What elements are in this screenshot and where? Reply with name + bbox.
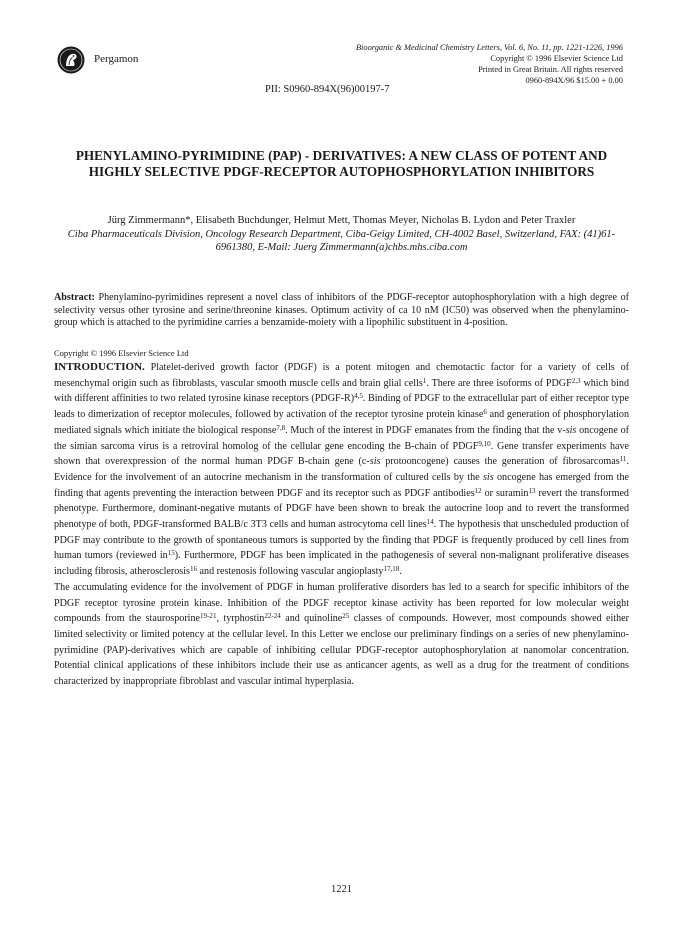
second-paragraph-text: The accumulating evidence for the involvement of PDGF in human proliferative disorders has led to a search for specific inhibitors of the PDGF receptor tyrosine protein kinase. Inhibition of the PDGF receptor kinase activity has been reported for low molecular weight compounds from the staurosporine$^{19-21}$, tyrphostin$^{22-24}$ and quinoline$^{25}$ classes of compounds. However, most compounds showed either limited selectivity or limited potency at the cellular level. In this Letter we enclose our preliminary findings on a series of new phenylamino-pyrimidine (PAP)-derivatives which are capable of inhibiting cellular PDGF-receptor autophosphorylation at nanomolar concentration. Potential clinical applications of these inhibitors include their use as anticancer agents, as well as a drug for the treatment of conditions characterized by inappropriate fibroblast and vascular intimal hyperplasia. <box>54 581 629 688</box>
citation-reference: 12 <box>474 486 482 495</box>
article-title: PHENYLAMINO-PYRIMIDINE (PAP) - DERIVATIVES: A NEW CLASS OF POTENT AND HIGHLY SELECTIVE PDGF-RECEPTOR AUTOPHOSPHORYLATION INHIBITORS <box>75 148 608 179</box>
citation-reference: 13 <box>528 486 536 495</box>
journal-printed: Printed in Great Britain. All rights reserved <box>478 65 623 74</box>
author-block <box>50 214 633 255</box>
citation-reference: 6 <box>483 407 487 416</box>
italic-term: sis <box>369 456 381 468</box>
introduction-paragraph <box>54 360 629 580</box>
citation-reference: 1 <box>422 376 427 385</box>
citation-reference: 22-24 <box>264 612 281 621</box>
author-names: Jürg Zimmermann*, Elisabeth Buchdunger, Helmut Mett, Thomas Meyer, Nicholas B. Lydon and Peter Traxler <box>107 215 576 226</box>
citation-reference: 2,3 <box>571 376 581 385</box>
journal-citation: Bioorganic & Medicinal Chemistry Letters, Vol. 6, No. 11, pp. 1221-1226, 1996 <box>355 43 623 52</box>
introduction-heading: INTRODUCTION. <box>54 361 145 373</box>
citation-reference: 4,5 <box>354 392 363 401</box>
abstract-text: Phenylamino-pyrimidines represent a novel class of inhibitors of the PDGF-receptor autophosphorylation with a high degree of selectivity versus other tyrosine and serine/threonine kinases. Optimum activity of ca 10 nM (IC50) was observed when the phenylamino-group which is attached to the pyrimidine carries a benzamide-moiety with a lipophilic substituent in 4-position. <box>54 292 629 329</box>
citation-reference: 11 <box>619 455 627 464</box>
citation-reference: 7,8 <box>276 423 286 432</box>
author-affiliation: Ciba Pharmaceuticals Division, Oncology Research Department, Ciba-Geigy Limited, CH-4002 Basel, Switzerland, FAX: (41)61-6961380, E-Mail: Juerg Zimmermann(a)chbs.mhs.ciba.com <box>67 228 616 253</box>
journal-price: 0960-894X/96 $15.00 + 0.00 <box>525 76 623 85</box>
journal-info <box>356 42 623 86</box>
journal-copyright: Copyright © 1996 Elsevier Science Ltd <box>490 54 623 63</box>
introduction-text: Platelet-derived growth factor (PDGF) is a potent mitogen and chemotactic factor for a variety of cells of mesenchymal origin such as fibroblasts, vascular smooth muscle cells and brain glial cells$^1$. There are three isoforms of PDGF$^{2,3}$ which bind with different affinities to two related tyrosine kinase receptors (PDGF-R)$^{4,5}$. Binding of PDGF to the extracellular part of either receptor type leads to dimerization of receptor molecules, followed by activation of the receptor tyrosine protein kinase$^6$ and generation of phosphorylation mediated signals which initiate the biological response$^{7,8}$. Much of the interest in PDGF emanates from the finding that the v-sis oncogene of the simian sarcoma virus is a retroviral homolog of the cellular gene encoding the B-chain of PDGF$^{9,10}$. Gene transfer experiments have shown that overexpression of the normal human PDGF B-chain gene (c-sis protooncogene) causes the generation of fibrosarcomas$^{11}$. Evidence for the involvement of an autocrine mechanism in the transformation of cultured cells by the sis oncogene has emerged from the finding that agents preventing the interaction between PDGF and its receptor such as PDGF antibodies$^{12}$ or suramin$^{13}$ revert the transformed phenotype. Furthermore, dominant-negative mutants of PDGF have been shown to break the autocrine loop and to revert the transformed phenotype of both, PDGF-transformed BALB/c 3T3 cells and human astrocytoma cell lines$^{14}$. The hypothesis that unscheduled production of PDGF may contribute to the growth of spontaneous tumors is supported by the finding that PDGF is frequently produced by cell lines from human tumors (reviewed $in^{15}$). Furthermore, PDGF has been implicated in the pathogenesis of several non-malignant proliferative diseases including fibrosis, atherosclerosis$^{16}$ and restenosis following vascular angioplasty$^{17,18}$. <box>54 362 629 578</box>
citation-reference: 25 <box>342 612 350 621</box>
citation-reference: 9,10 <box>478 439 491 448</box>
second-paragraph <box>54 580 629 690</box>
abstract <box>54 292 629 330</box>
citation-reference: 14 <box>426 517 434 526</box>
abstract-label: Abstract: <box>54 292 95 303</box>
page-header <box>0 0 683 110</box>
citation-reference: 16 <box>189 564 198 573</box>
publisher-name: Pergamon <box>94 53 139 65</box>
article-body <box>54 360 629 690</box>
citation-reference: 19-21 <box>200 612 217 621</box>
copyright-notice: Copyright © 1996 Elsevier Science Ltd <box>54 348 189 358</box>
citation-reference: 15 <box>167 549 175 558</box>
page-number: 1221 <box>331 884 352 895</box>
pergamon-logo-icon <box>57 46 85 74</box>
pii-identifier: PII: S0960-894X(96)00197-7 <box>265 84 390 95</box>
italic-term: sis <box>482 471 494 483</box>
italic-term: sis <box>565 424 577 436</box>
citation-reference: 17,18 <box>383 564 400 573</box>
